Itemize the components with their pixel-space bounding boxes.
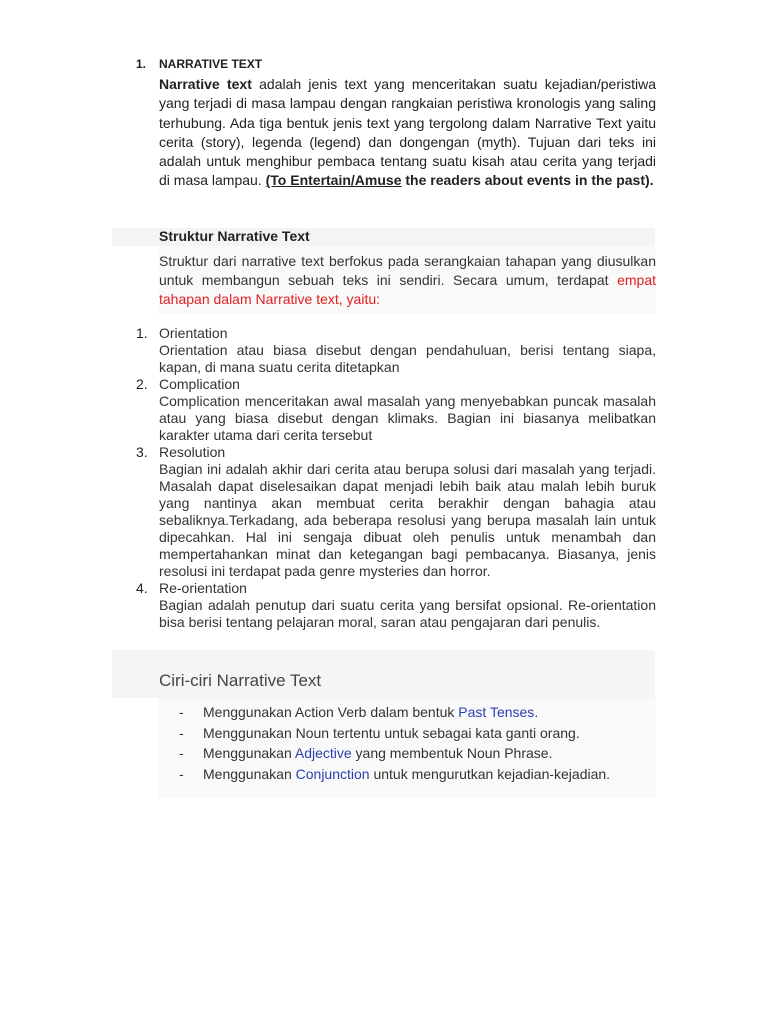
list-item bbox=[179, 764, 649, 785]
structure-para-text: Struktur dari narrative text berfokus pada serangkaian tahapan yang diusulkan untuk membangun sebuah teks ini sendiri. Secara umum, terdapat bbox=[159, 253, 656, 288]
section-title: NARRATIVE TEXT bbox=[159, 57, 263, 71]
list-item bbox=[179, 702, 649, 723]
list-item-link[interactable]: Adjective bbox=[294, 745, 352, 761]
step-description: Bagian ini adalah akhir dari cerita atau berupa solusi dari masalah yang terjadi. Masalah dapat diselesaikan dapat menjadi lebih baik atau malah lebih buruk yang nantinya akan membuat cerita berakhir dengan bahagia atau sebaliknya.Terkadang, ada beberapa resolusi yang berupa masalah lain untuk dipecahkan. Hal ini sengaja dibuat oleh penulis untuk menambah dan mempertahankan minat dan ketegangan bagi pembacanya. Biasanya, jenis resolusi ini terdapat pada genre mysteries dan horror. bbox=[159, 461, 656, 579]
list-item-link[interactable]: Past Tenses bbox=[458, 704, 535, 720]
dash-bullet: - bbox=[179, 765, 184, 782]
list-item bbox=[179, 723, 649, 744]
list-item-text: Menggunakan bbox=[203, 765, 296, 782]
step-number: 1. bbox=[136, 325, 148, 341]
intro-term: Narrative text bbox=[159, 76, 252, 92]
ciri-heading: Ciri-ciri Narrative Text bbox=[159, 671, 322, 690]
step-title: Re-orientation bbox=[159, 580, 247, 596]
intro-purpose-underlined: (To Entertain/Amuse bbox=[265, 172, 402, 189]
step-description: Orientation atau biasa disebut dengan pendahuluan, berisi tentang siapa, kapan, di mana suatu cerita ditetapkan bbox=[159, 342, 656, 375]
intro-purpose-rest: the readers about events in the past). bbox=[401, 172, 654, 189]
list-item-text: Menggunakan bbox=[203, 745, 295, 761]
step-item bbox=[136, 444, 656, 580]
section-number: 1. bbox=[136, 57, 147, 71]
list-item-text: Menggunakan Noun tertentu untuk sebagai kata ganti orang. bbox=[203, 724, 580, 741]
step-item bbox=[136, 376, 656, 444]
structure-paragraph bbox=[159, 252, 656, 309]
dash-bullet: - bbox=[179, 745, 184, 761]
ciri-list bbox=[179, 702, 649, 784]
list-item-text-after: yang membentuk Noun Phrase. bbox=[351, 745, 553, 761]
list-item-text: Menggunakan Action Verb dalam bentuk bbox=[203, 704, 459, 720]
list-item-text-after: . bbox=[534, 704, 539, 720]
list-item bbox=[179, 743, 649, 764]
dash-bullet: - bbox=[179, 704, 184, 720]
step-number: 3. bbox=[136, 444, 148, 460]
structure-heading: Struktur Narrative Text bbox=[159, 228, 310, 244]
dash-bullet: - bbox=[179, 724, 184, 741]
step-item bbox=[136, 325, 656, 376]
step-title: Resolution bbox=[159, 444, 226, 460]
step-title: Complication bbox=[159, 376, 240, 392]
step-title: Orientation bbox=[159, 325, 228, 341]
intro-body: adalah jenis text yang menceritakan suatu kejadian/peristiwa yang terjadi di masa lampau dengan rangkaian peristiwa kronologis yang saling terhubung. Ada tiga bentuk jenis text yang tergolong dalam Narrative Text yaitu cerita (story), legenda (legend) dan dongengan (myth). Tujuan dari teks ini adalah untuk menghibur pembaca tentang suatu kisah atau cerita yang terjadi di masa lampau. bbox=[159, 76, 656, 189]
step-number: 4. bbox=[136, 580, 148, 596]
step-number: 2. bbox=[136, 376, 148, 392]
structure-para-highlight: empat tahapan dalam Narrative text, yaitu: bbox=[159, 272, 656, 307]
intro-paragraph bbox=[159, 75, 656, 191]
step-description: Complication menceritakan awal masalah yang menyebabkan puncak masalah atau yang biasa disebut dengan klimaks. Bagian ini biasanya melibatkan karakter utama dari cerita tersebut bbox=[159, 393, 656, 443]
step-description: Bagian adalah penutup dari suatu cerita yang bersifat opsional. Re-orientation bisa berisi tentang pelajaran moral, saran atau pengajaran dari penulis. bbox=[159, 597, 656, 630]
structure-steps-list bbox=[136, 325, 656, 631]
step-item bbox=[136, 580, 656, 631]
list-item-link[interactable]: Conjunction bbox=[295, 765, 370, 782]
list-item-text-after: untuk mengurutkan kejadian-kejadian. bbox=[369, 765, 611, 782]
